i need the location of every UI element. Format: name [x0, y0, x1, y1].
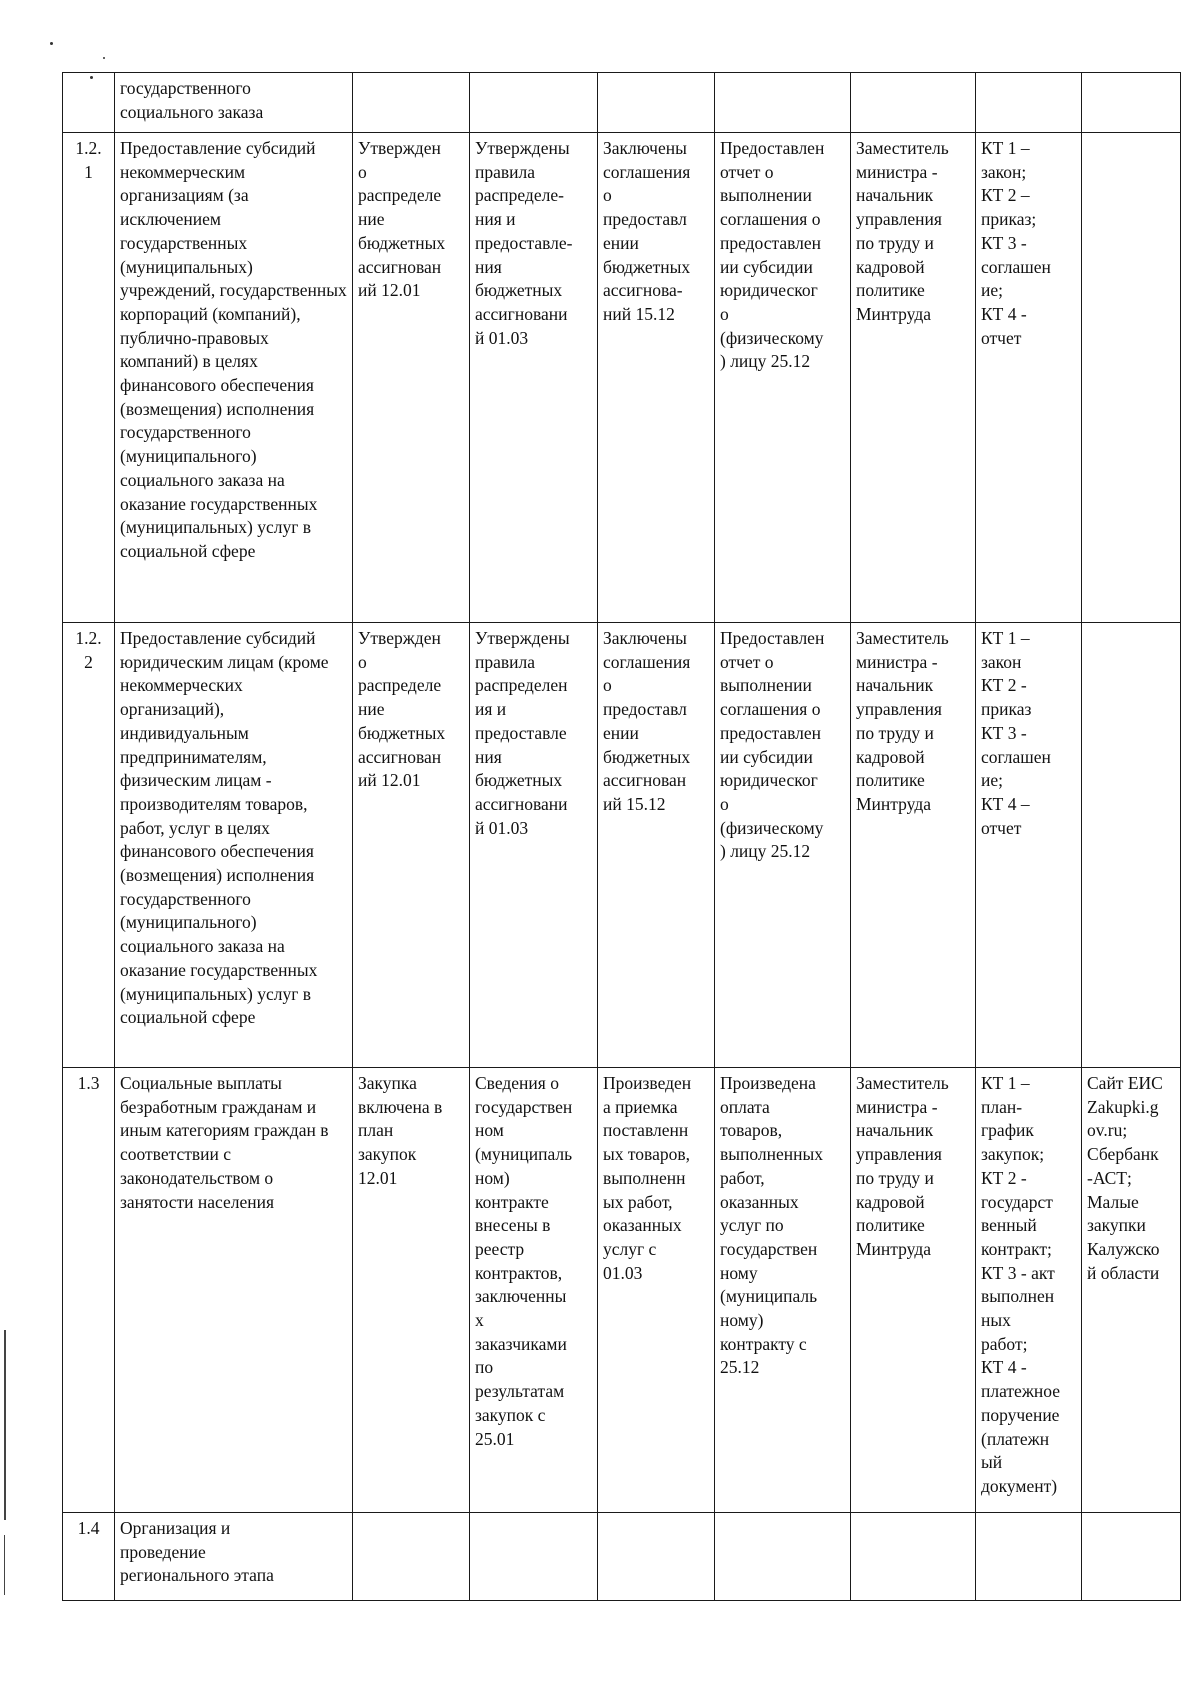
control-points-cell: КТ 1 – закон КТ 2 - приказ КТ 3 - соглашен ие; КТ 4 – отчет [976, 623, 1082, 1068]
scan-artifact-dot [103, 57, 105, 59]
table-cell [715, 73, 851, 133]
table-row [63, 1068, 1181, 1513]
table-cell: Предоставлен отчет о выполнении соглашения о предоставлен ии субсидии юридическог о (физическому ) лицу 25.12 [715, 623, 851, 1068]
measure-name-cell: Организация и проведение регионального этапа [115, 1513, 353, 1601]
table-cell: Произведен а приемка поставленн ых товаров, выполненн ых работ, оказанных услуг с 01.03 [598, 1068, 715, 1513]
responsible-cell: Заместитель министра - начальник управления по труду и кадровой политике Минтруда [851, 623, 976, 1068]
table-cell: Заключены соглашения о предоставл ении бюджетных ассигнован ий 15.12 [598, 623, 715, 1068]
table-cell [976, 73, 1082, 133]
measure-name-cell: Предоставление субсидий некоммерческим организациям (за исключением государственных (муниципальных) учреждений, государственных корпораций (компаний), публично-правовых компаний) в целях финансового обеспечения (возмещения) исполнения государственного (муниципального) социального заказа на оказание государственных (муниципальных) услуг в социальной сфере [115, 133, 353, 623]
table-cell: Сведения о государствен ном (муниципаль ном) контракте внесены в реестр контрактов, заключенны х заказчиками по результатам закупок с 25.01 [470, 1068, 598, 1513]
control-points-cell: КТ 1 – закон; КТ 2 – приказ; КТ 3 - соглашен ие; КТ 4 - отчет [976, 133, 1082, 623]
table-cell [976, 1513, 1082, 1601]
row-number-cell: 1.4 [63, 1513, 115, 1601]
table-cell [598, 1513, 715, 1601]
row-number-cell: 1.2. 1 [63, 133, 115, 623]
info-system-cell [1082, 133, 1181, 623]
measure-name-cell: Социальные выплаты безработным гражданам и иным категориям граждан в соответствии с законодательством о занятости населения [115, 1068, 353, 1513]
row-number-cell: 1.3 [63, 1068, 115, 1513]
plan-table [62, 72, 1181, 1601]
table-cell: Утверждены правила распределен ия и предоставле ния бюджетных ассигновани й 01.03 [470, 623, 598, 1068]
table-cell: Предоставлен отчет о выполнении соглашения о предоставлен ии субсидии юридическог о (физическому ) лицу 25.12 [715, 133, 851, 623]
info-system-cell: Сайт ЕИС Zakupki.g ov.ru; Сбербанк -АСТ; Малые закупки Калужско й области [1082, 1068, 1181, 1513]
table-cell [1082, 1513, 1181, 1601]
table-cell: Заключены соглашения о предоставл ении бюджетных ассигнова- ний 15.12 [598, 133, 715, 623]
table-cell [1082, 73, 1181, 133]
table-cell [470, 1513, 598, 1601]
table-cell: Произведена оплата товаров, выполненных работ, оказанных услуг по государствен ному (муниципаль ному) контракту с 25.12 [715, 1068, 851, 1513]
responsible-cell: Заместитель министра - начальник управления по труду и кадровой политике Минтруда [851, 133, 976, 623]
control-points-cell: КТ 1 – план- график закупок; КТ 2 - государст венный контракт; КТ 3 - акт выполнен ных работ; КТ 4 - платежное поручение (платежн ый документ) [976, 1068, 1082, 1513]
table-cell: Закупка включена в план закупок 12.01 [353, 1068, 470, 1513]
info-system-cell [1082, 623, 1181, 1068]
table-cell [353, 73, 470, 133]
table-row [63, 133, 1181, 623]
table-cell [353, 1513, 470, 1601]
scan-margin-line [4, 1330, 6, 1520]
measure-name-cell: Предоставление субсидий юридическим лицам (кроме некоммерческих организаций), индивидуальным предпринимателям, физическим лицам - производителям товаров, работ, услуг в целях финансового обеспечения (возмещения) исполнения государственного (муниципального) социального заказа на оказание государственных (муниципальных) услуг в социальной сфере [115, 623, 353, 1068]
table-cell: Утвержден о распределе ние бюджетных ассигнован ий 12.01 [353, 623, 470, 1068]
table-row [63, 623, 1181, 1068]
row-number-cell [63, 73, 115, 133]
table-cell [470, 73, 598, 133]
scan-artifact-dot [50, 42, 53, 45]
row-number-cell: 1.2. 2 [63, 623, 115, 1068]
scan-margin-line [4, 1535, 5, 1595]
table-cell: Утверждены правила распределе- ния и предоставле- ния бюджетных ассигновани й 01.03 [470, 133, 598, 623]
table-row [63, 73, 1181, 133]
measure-name-cell: государственного социального заказа [115, 73, 353, 133]
table-cell [715, 1513, 851, 1601]
table-cell [851, 1513, 976, 1601]
table-cell: Утвержден о распределе ние бюджетных ассигнован ий 12.01 [353, 133, 470, 623]
responsible-cell: Заместитель министра - начальник управления по труду и кадровой политике Минтруда [851, 1068, 976, 1513]
table-cell [851, 73, 976, 133]
table-cell [598, 73, 715, 133]
table-row [63, 1513, 1181, 1601]
